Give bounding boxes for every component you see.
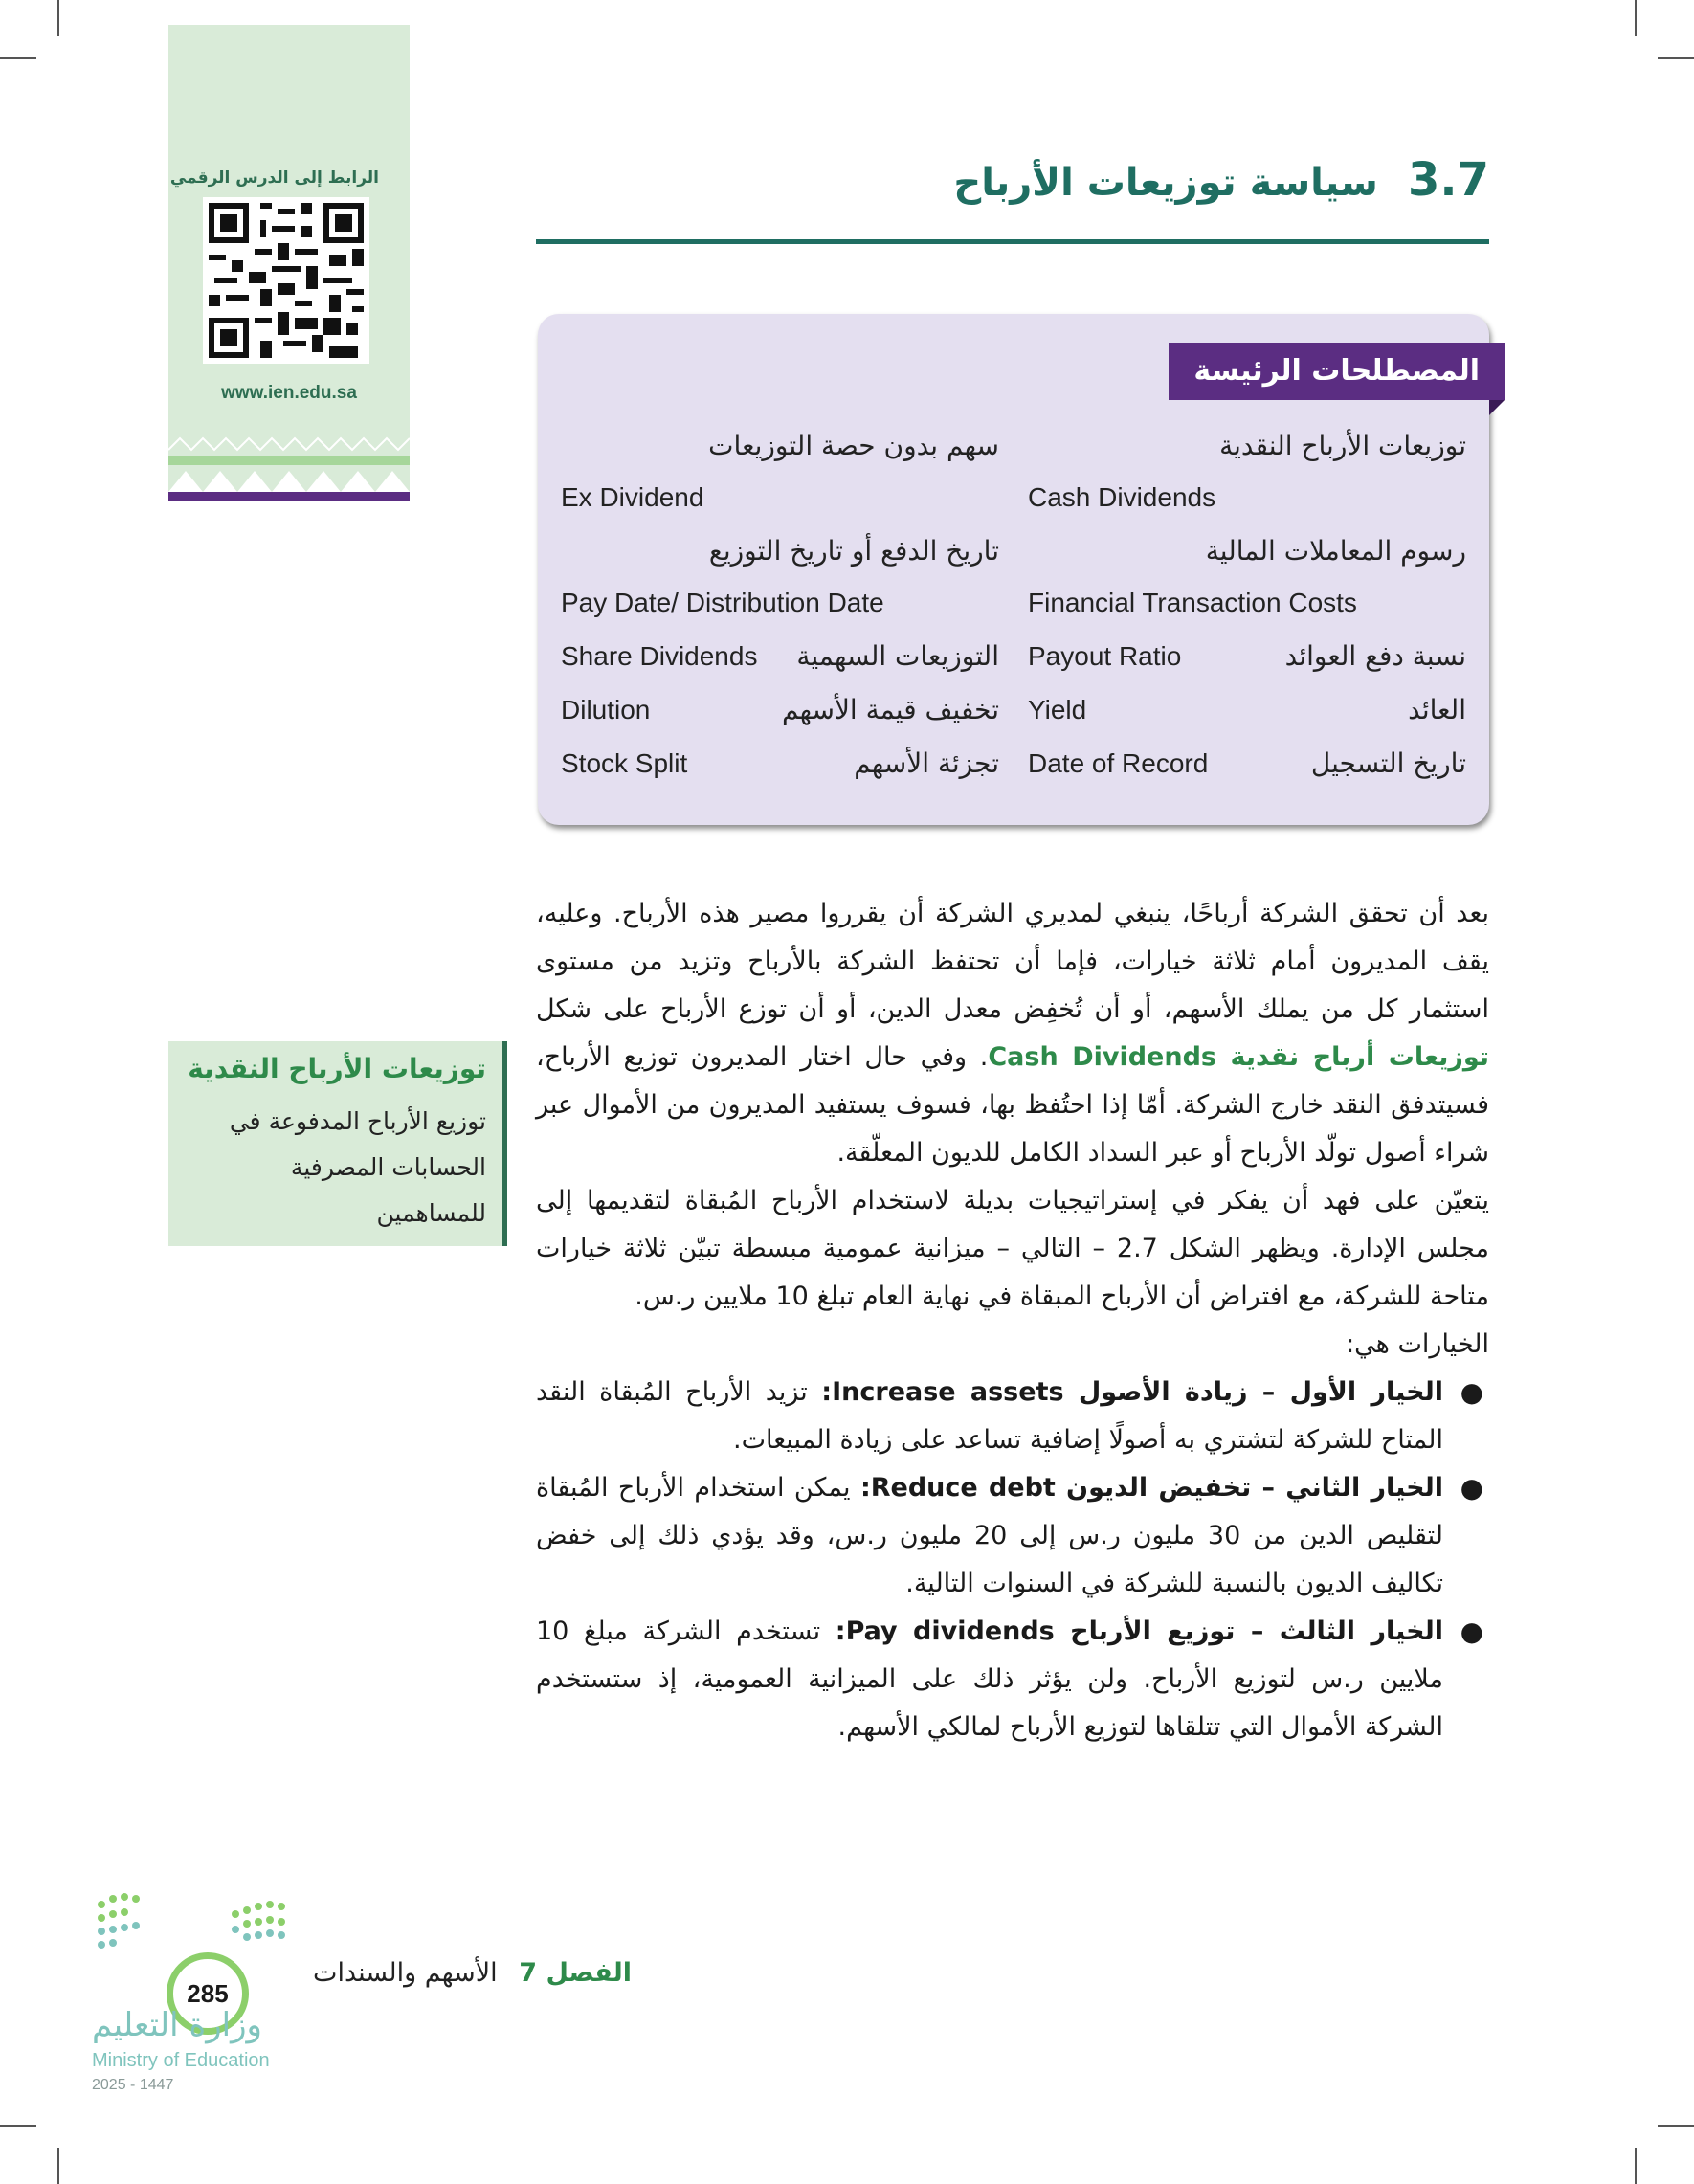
chapter-footer xyxy=(287,1958,632,1996)
decorative-pattern xyxy=(168,435,410,492)
option-text: تستخدم الشركة مبلغ 10 ملايين ر.س لتوزيع الأرباح. ولن يؤثر ذلك على الميزانية العمومية، إذ ستستخدم الشركة الأموال التي تتلقاها لتوزيع الأرباح لمالكي الأسهم. xyxy=(536,1616,1443,1742)
term-ar: التوزيعات السهمية xyxy=(796,640,999,672)
option-title: الخيار الأول – زيادة الأصول Increase assets: xyxy=(821,1377,1443,1407)
edition-year: 2025 - 1447 xyxy=(92,2077,174,2093)
crop-mark xyxy=(1635,2148,1637,2184)
definition-text: توزيع الأرباح المدفوعة في الحسابات المصرفية للمساهمين xyxy=(229,1107,486,1227)
section-number: 3.7 xyxy=(1407,153,1489,207)
digital-lesson-label: الرابط إلى الدرس الرقمي xyxy=(169,168,379,188)
paragraph-intro xyxy=(536,890,1489,1177)
chapter-number: الفصل 7 xyxy=(519,1958,632,1988)
crop-mark xyxy=(1658,57,1694,59)
crop-mark xyxy=(0,2125,36,2127)
qr-code-icon[interactable] xyxy=(203,197,369,364)
definition-title: توزيعات الأرباح النقدية xyxy=(188,1053,486,1084)
key-terms-panel xyxy=(538,314,1489,825)
term-en: Payout Ratio xyxy=(1028,641,1182,671)
term-en: Financial Transaction Costs xyxy=(1028,588,1357,617)
term-ar: نسبة دفع العوائد xyxy=(1284,640,1466,672)
paragraph-strategies: يتعيّن على فهد أن يفكر في إستراتيجيات بديلة لاستخدام الأرباح المُبقاة لتقديمها إلى مجلس الإدارة. ويظهر الشكل 2.7 – التالي – ميزانية عمومية مبسطة تبيّن ثلاثة خيارات متاحة للشركة، مع افتراض أن الأرباح المبقاة في نهاية العام تبلغ 10 ملايين ر.س. xyxy=(536,1186,1490,1311)
options-intro: الخيارات هي: xyxy=(1346,1329,1489,1359)
option-title: الخيار الثالث – توزيع الأرباح Pay dividends: xyxy=(835,1616,1443,1646)
crop-mark xyxy=(1658,2125,1694,2127)
term-en: Pay Date/ Distribution Date xyxy=(561,588,884,617)
term-en: Cash Dividends xyxy=(1028,482,1216,512)
term-ar: تاريخ التسجيل xyxy=(1310,747,1466,779)
ministry-name-ar: وزارة التعليم xyxy=(92,2006,262,2044)
term-ar: تاريخ الدفع أو تاريخ التوزيع xyxy=(708,535,999,567)
definition-box xyxy=(168,1041,507,1246)
term-en: Date of Record xyxy=(1028,748,1209,778)
cash-dividends-term: توزيعات أرباح نقدية Cash Dividends xyxy=(988,1042,1489,1072)
term-en: Ex Dividend xyxy=(561,482,704,512)
lesson-body xyxy=(536,890,1489,1751)
key-terms-heading: المصطلحات الرئيسة xyxy=(1169,343,1505,400)
paragraph-text: بعد أن تحقق الشركة أرباحًا، ينبغي لمديري الشركة أن يقرروا مصير هذه الأرباح. وعليه، يقف المديرون أمام ثلاثة خيارات، فإما أن تحتفظ الشركة بالأرباح وتزيد من مستوى استثمار كل من يملك الأسهم، أو أن تُخفِض معدل الدين، أو أن توزع الأرباح على شكل xyxy=(536,899,1489,1024)
section-title xyxy=(536,153,1489,220)
bullet-icon: ● xyxy=(1460,1376,1483,1408)
option-text: تزيد الأرباح المُبقاة النقد المتاح للشركة لتشتري به أصولًا إضافية تساعد على زيادة المبيعات. xyxy=(536,1377,1443,1455)
title-underline xyxy=(536,239,1489,244)
option-text: يمكن استخدام الأرباح المُبقاة لتقليص الدين من 30 مليون ر.س إلى 20 مليون ر.س، وقد يؤدي ذلك إلى خفض تكاليف الديون بالنسبة للشركة في السنوات التالية. xyxy=(536,1473,1443,1598)
term-ar: تجزئة الأسهم xyxy=(854,747,999,779)
term-ar: تخفيف قيمة الأسهم xyxy=(781,694,999,725)
term-en: Yield xyxy=(1028,695,1087,724)
term-en: Share Dividends xyxy=(561,641,758,671)
crop-mark xyxy=(0,57,36,59)
term-ar: رسوم المعاملات المالية xyxy=(1205,535,1466,567)
option-title: الخيار الثاني – تخفيض الديون Reduce debt: xyxy=(859,1473,1443,1503)
term-ar: سهم بدون حصة التوزيعات xyxy=(708,430,999,461)
list-item xyxy=(536,1608,1489,1751)
list-item xyxy=(536,1369,1489,1464)
term-en: Stock Split xyxy=(561,748,688,778)
crop-mark xyxy=(57,0,59,36)
crop-mark xyxy=(57,2148,59,2184)
crop-mark xyxy=(1635,0,1637,36)
digital-lesson-sidebar xyxy=(168,25,410,501)
bullet-icon: ● xyxy=(1460,1472,1483,1504)
ministry-name-en: Ministry of Education xyxy=(92,2050,270,2071)
paragraph-text: . وفي حال اختار المديرون توزيع الأرباح، فسيتدفق النقد خارج الشركة. أمّا إذا احتُفظ بها، فسوف يستفيد المديرون من الأموال عبر شراء أصول تولّد الأرباح أو عبر السداد الكامل للديون المعلّقة. xyxy=(536,1042,1489,1168)
list-item xyxy=(536,1464,1489,1608)
sidebar-divider xyxy=(168,492,410,501)
section-heading: سياسة توزيعات الأرباح xyxy=(953,161,1378,205)
term-ar: توزيعات الأرباح النقدية xyxy=(1219,430,1466,461)
term-ar: العائد xyxy=(1408,694,1466,725)
chapter-title: الأسهم والسندات xyxy=(313,1958,498,1988)
bullet-icon: ● xyxy=(1460,1616,1483,1647)
website-url[interactable]: www.ien.edu.sa xyxy=(221,383,357,403)
term-en: Dilution xyxy=(561,695,651,724)
page-number: 285 xyxy=(167,1952,249,2035)
